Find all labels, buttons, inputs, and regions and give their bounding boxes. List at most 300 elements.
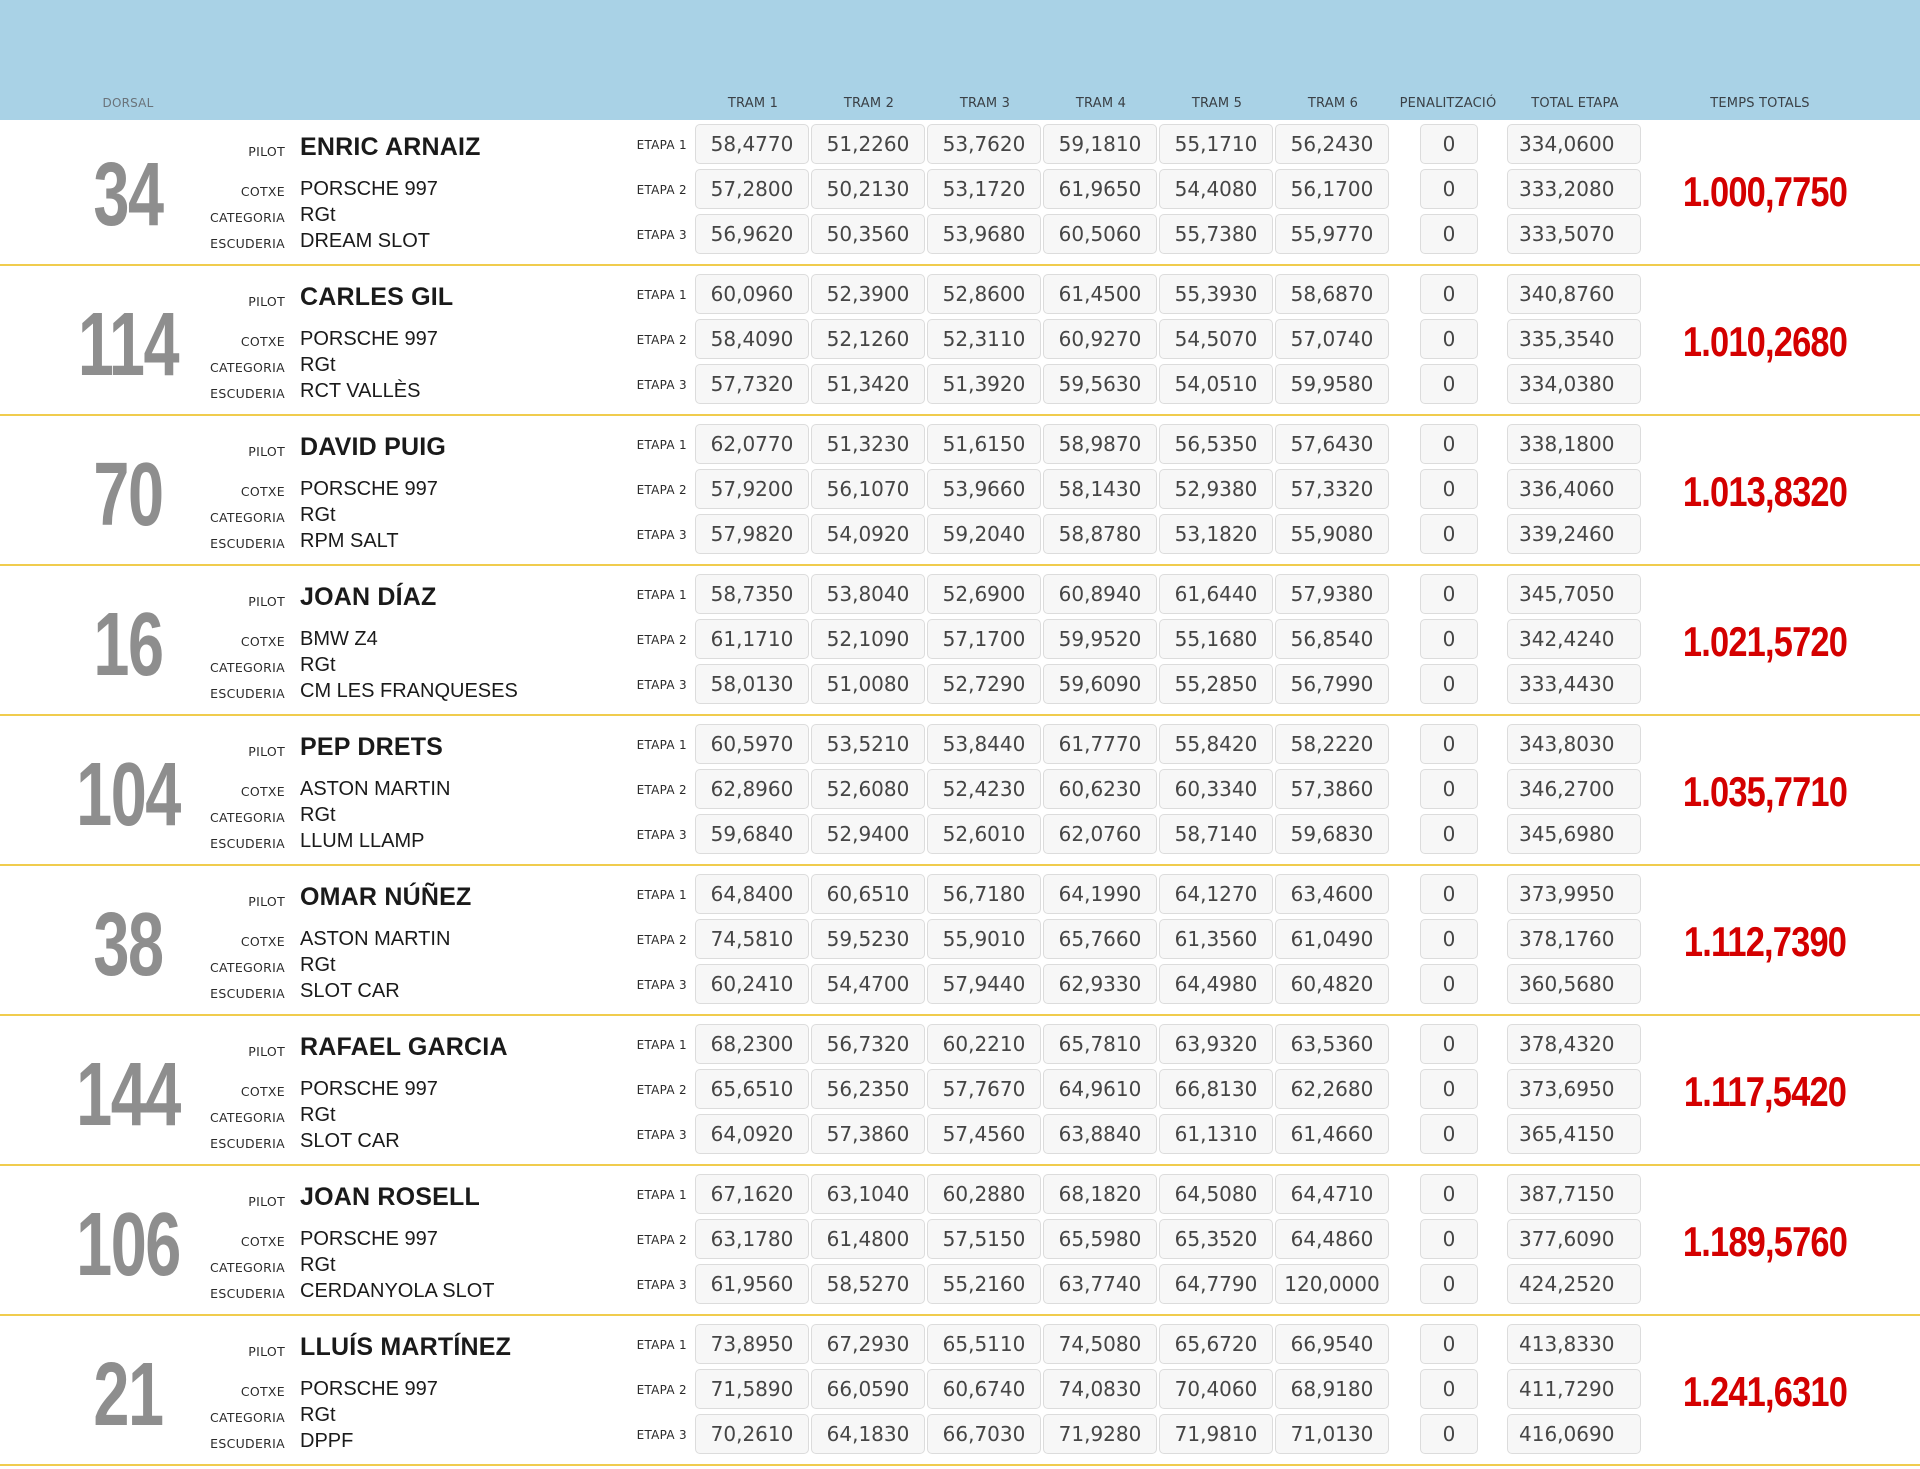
tram-time-cell: 58,4090 — [695, 319, 809, 359]
cotxe-value: ASTON MARTIN — [300, 928, 451, 950]
etapa-label: ETAPA 1 — [636, 888, 687, 902]
etapa-label: ETAPA 3 — [636, 528, 687, 542]
etapa-label: ETAPA 1 — [636, 288, 687, 302]
tram-time-cell: 54,0920 — [811, 514, 925, 554]
escuderia-value: DREAM SLOT — [300, 230, 431, 252]
tram-time-cell: 60,2410 — [695, 964, 809, 1004]
pilot-name: ENRIC ARNAIZ — [300, 133, 481, 161]
tram-time-cell: 63,1780 — [695, 1219, 809, 1259]
tram-time-cell: 58,0130 — [695, 664, 809, 704]
etapa-label: ETAPA 3 — [636, 828, 687, 842]
penalty-cell: 0 — [1420, 214, 1478, 254]
tram-time-cell: 64,4860 — [1275, 1219, 1389, 1259]
header-total-etapa: TOTAL ETAPA — [1531, 96, 1619, 111]
pilot-name: JOAN ROSELL — [300, 1183, 480, 1211]
tram-time-cell: 54,5070 — [1159, 319, 1273, 359]
tram-time-cell: 52,8600 — [927, 274, 1041, 314]
tram-time-cell: 65,6720 — [1159, 1324, 1273, 1364]
dorsal-number: 106 — [76, 1195, 180, 1295]
tram-time-cell: 50,2130 — [811, 169, 925, 209]
etapa-label: ETAPA 2 — [636, 1083, 687, 1097]
tram-time-cell: 56,2430 — [1275, 124, 1389, 164]
pilot-label: PILOT — [248, 1044, 285, 1059]
etapa-label: ETAPA 2 — [636, 483, 687, 497]
tram-time-cell: 64,7790 — [1159, 1264, 1273, 1304]
tram-time-cell: 56,1070 — [811, 469, 925, 509]
entry-separator — [0, 1164, 1920, 1166]
cotxe-value: PORSCHE 997 — [300, 478, 438, 500]
result-entry — [0, 1320, 1920, 1469]
tram-time-cell: 71,9280 — [1043, 1414, 1157, 1454]
categoria-label: CATEGORIA — [210, 660, 285, 675]
dorsal-number: 16 — [93, 595, 163, 695]
tram-time-cell: 60,9270 — [1043, 319, 1157, 359]
total-time: 1.000,7750 — [1682, 168, 1848, 215]
tram-time-cell: 70,2610 — [695, 1414, 809, 1454]
tram-time-cell: 74,5810 — [695, 919, 809, 959]
pilot-name: JOAN DÍAZ — [300, 583, 437, 611]
result-entry — [0, 1170, 1920, 1319]
stage-total-cell: 346,2700 — [1507, 769, 1641, 809]
tram-time-cell: 60,6740 — [927, 1369, 1041, 1409]
tram-time-cell: 55,9080 — [1275, 514, 1389, 554]
tram-time-cell: 71,0130 — [1275, 1414, 1389, 1454]
stage-total-cell: 338,1800 — [1507, 424, 1641, 464]
header-tram-1: TRAM 1 — [727, 96, 779, 111]
total-time: 1.035,7710 — [1682, 768, 1848, 815]
etapa-label: ETAPA 3 — [636, 378, 687, 392]
tram-time-cell: 61,4500 — [1043, 274, 1157, 314]
total-time: 1.189,5760 — [1682, 1218, 1848, 1265]
tram-time-cell: 59,5630 — [1043, 364, 1157, 404]
tram-time-cell: 58,7140 — [1159, 814, 1273, 854]
cotxe-label: COTXE — [240, 1384, 285, 1399]
tram-time-cell: 63,9320 — [1159, 1024, 1273, 1064]
tram-time-cell: 52,1090 — [811, 619, 925, 659]
categoria-label: CATEGORIA — [210, 1260, 285, 1275]
escuderia-value: RCT VALLÈS — [300, 380, 421, 402]
categoria-label: CATEGORIA — [210, 1410, 285, 1425]
tram-time-cell: 65,5980 — [1043, 1219, 1157, 1259]
tram-time-cell: 52,1260 — [811, 319, 925, 359]
result-entry — [0, 420, 1920, 569]
cotxe-label: COTXE — [240, 1084, 285, 1099]
header-temps-totals: TEMPS TOTALS — [1710, 96, 1810, 111]
tram-time-cell: 55,7380 — [1159, 214, 1273, 254]
tram-time-cell: 64,0920 — [695, 1114, 809, 1154]
tram-time-cell: 57,5150 — [927, 1219, 1041, 1259]
cotxe-value: ASTON MARTIN — [300, 778, 451, 800]
tram-time-cell: 56,7320 — [811, 1024, 925, 1064]
categoria-value: RGt — [300, 354, 336, 376]
tram-time-cell: 60,0960 — [695, 274, 809, 314]
etapa-label: ETAPA 2 — [636, 183, 687, 197]
cotxe-value: PORSCHE 997 — [300, 328, 438, 350]
tram-time-cell: 62,2680 — [1275, 1069, 1389, 1109]
tram-time-cell: 66,7030 — [927, 1414, 1041, 1454]
tram-time-cell: 54,4080 — [1159, 169, 1273, 209]
dorsal-number: 70 — [93, 445, 163, 545]
tram-time-cell: 57,1700 — [927, 619, 1041, 659]
penalty-cell: 0 — [1420, 874, 1478, 914]
cotxe-value: PORSCHE 997 — [300, 1078, 438, 1100]
tram-time-cell: 74,0830 — [1043, 1369, 1157, 1409]
escuderia-value: DPPF — [300, 1430, 354, 1452]
categoria-value: RGt — [300, 654, 336, 676]
tram-time-cell: 59,2040 — [927, 514, 1041, 554]
tram-time-cell: 56,7990 — [1275, 664, 1389, 704]
total-time: 1.117,5420 — [1683, 1068, 1847, 1115]
tram-time-cell: 53,7620 — [927, 124, 1041, 164]
tram-time-cell: 60,4820 — [1275, 964, 1389, 1004]
tram-time-cell: 55,9010 — [927, 919, 1041, 959]
tram-time-cell: 61,9650 — [1043, 169, 1157, 209]
tram-time-cell: 56,5350 — [1159, 424, 1273, 464]
tram-time-cell: 58,4770 — [695, 124, 809, 164]
penalty-cell: 0 — [1420, 469, 1478, 509]
result-entry — [0, 120, 1920, 269]
header-tram-3: TRAM 3 — [959, 96, 1011, 111]
stage-total-cell: 411,7290 — [1507, 1369, 1641, 1409]
tram-time-cell: 57,9380 — [1275, 574, 1389, 614]
cotxe-value: BMW Z4 — [300, 628, 378, 650]
tram-time-cell: 64,1830 — [811, 1414, 925, 1454]
etapa-label: ETAPA 1 — [636, 1188, 687, 1202]
tram-time-cell: 52,9400 — [811, 814, 925, 854]
etapa-label: ETAPA 3 — [636, 678, 687, 692]
tram-time-cell: 68,2300 — [695, 1024, 809, 1064]
tram-time-cell: 57,0740 — [1275, 319, 1389, 359]
escuderia-label: ESCUDERIA — [210, 236, 285, 251]
stage-total-cell: 378,4320 — [1507, 1024, 1641, 1064]
etapa-label: ETAPA 3 — [636, 1278, 687, 1292]
tram-time-cell: 56,1700 — [1275, 169, 1389, 209]
etapa-label: ETAPA 1 — [636, 1038, 687, 1052]
tram-time-cell: 52,3900 — [811, 274, 925, 314]
entry-separator — [0, 864, 1920, 866]
entry-separator — [0, 714, 1920, 716]
categoria-label: CATEGORIA — [210, 960, 285, 975]
tram-time-cell: 65,6510 — [695, 1069, 809, 1109]
tram-time-cell: 59,6830 — [1275, 814, 1389, 854]
cotxe-label: COTXE — [240, 934, 285, 949]
penalty-cell: 0 — [1420, 1069, 1478, 1109]
tram-time-cell: 53,9660 — [927, 469, 1041, 509]
tram-time-cell: 57,3320 — [1275, 469, 1389, 509]
tram-time-cell: 51,0080 — [811, 664, 925, 704]
tram-time-cell: 52,7290 — [927, 664, 1041, 704]
tram-time-cell: 58,7350 — [695, 574, 809, 614]
penalty-cell: 0 — [1420, 319, 1478, 359]
tram-time-cell: 52,3110 — [927, 319, 1041, 359]
tram-time-cell: 68,9180 — [1275, 1369, 1389, 1409]
tram-time-cell: 58,5270 — [811, 1264, 925, 1304]
stage-total-cell: 373,6950 — [1507, 1069, 1641, 1109]
tram-time-cell: 65,3520 — [1159, 1219, 1273, 1259]
header-penalitzacio: PENALITZACIÓ — [1399, 96, 1497, 111]
tram-time-cell: 51,2260 — [811, 124, 925, 164]
entry-separator — [0, 1014, 1920, 1016]
stage-total-cell: 365,4150 — [1507, 1114, 1641, 1154]
penalty-cell: 0 — [1420, 364, 1478, 404]
result-entry — [0, 870, 1920, 1019]
total-time: 1.013,8320 — [1682, 468, 1848, 515]
tram-time-cell: 57,9200 — [695, 469, 809, 509]
stage-total-cell: 378,1760 — [1507, 919, 1641, 959]
etapa-label: ETAPA 3 — [636, 1128, 687, 1142]
escuderia-value: CM LES FRANQUESES — [300, 680, 518, 702]
penalty-cell: 0 — [1420, 1369, 1478, 1409]
pilot-name: CARLES GIL — [300, 283, 454, 311]
escuderia-label: ESCUDERIA — [210, 386, 285, 401]
cotxe-value: PORSCHE 997 — [300, 1228, 438, 1250]
tram-time-cell: 50,3560 — [811, 214, 925, 254]
dorsal-number: 144 — [76, 1045, 180, 1145]
tram-time-cell: 57,2800 — [695, 169, 809, 209]
tram-time-cell: 68,1820 — [1043, 1174, 1157, 1214]
tram-time-cell: 67,2930 — [811, 1324, 925, 1364]
tram-time-cell: 57,6430 — [1275, 424, 1389, 464]
tram-time-cell: 58,6870 — [1275, 274, 1389, 314]
tram-time-cell: 66,9540 — [1275, 1324, 1389, 1364]
tram-time-cell: 56,7180 — [927, 874, 1041, 914]
categoria-label: CATEGORIA — [210, 1110, 285, 1125]
categoria-label: CATEGORIA — [210, 210, 285, 225]
tram-time-cell: 51,3230 — [811, 424, 925, 464]
tram-time-cell: 60,8940 — [1043, 574, 1157, 614]
tram-time-cell: 61,4800 — [811, 1219, 925, 1259]
dorsal-number: 104 — [76, 745, 180, 845]
categoria-value: RGt — [300, 954, 336, 976]
tram-time-cell: 63,5360 — [1275, 1024, 1389, 1064]
tram-time-cell: 64,9610 — [1043, 1069, 1157, 1109]
escuderia-label: ESCUDERIA — [210, 536, 285, 551]
result-entry — [0, 1020, 1920, 1169]
pilot-label: PILOT — [248, 894, 285, 909]
penalty-cell: 0 — [1420, 1324, 1478, 1364]
tram-time-cell: 60,5060 — [1043, 214, 1157, 254]
tram-time-cell: 57,4560 — [927, 1114, 1041, 1154]
stage-total-cell: 416,0690 — [1507, 1414, 1641, 1454]
entry-separator — [0, 414, 1920, 416]
tram-time-cell: 55,3930 — [1159, 274, 1273, 314]
stage-total-cell: 345,7050 — [1507, 574, 1641, 614]
total-time: 1.021,5720 — [1682, 618, 1848, 665]
stage-total-cell: 333,5070 — [1507, 214, 1641, 254]
tram-time-cell: 60,6510 — [811, 874, 925, 914]
stage-total-cell: 424,2520 — [1507, 1264, 1641, 1304]
tram-time-cell: 52,9380 — [1159, 469, 1273, 509]
cotxe-label: COTXE — [240, 634, 285, 649]
tram-time-cell: 61,6440 — [1159, 574, 1273, 614]
pilot-label: PILOT — [248, 144, 285, 159]
entry-separator — [0, 1314, 1920, 1316]
etapa-label: ETAPA 1 — [636, 138, 687, 152]
tram-time-cell: 60,3340 — [1159, 769, 1273, 809]
header-dorsal: DORSAL — [102, 96, 154, 110]
tram-time-cell: 71,5890 — [695, 1369, 809, 1409]
tram-time-cell: 59,5230 — [811, 919, 925, 959]
tram-time-cell: 52,6900 — [927, 574, 1041, 614]
table-header — [0, 0, 1920, 120]
tram-time-cell: 58,1430 — [1043, 469, 1157, 509]
tram-time-cell: 66,8130 — [1159, 1069, 1273, 1109]
escuderia-value: SLOT CAR — [300, 1130, 400, 1152]
escuderia-value: CERDANYOLA SLOT — [300, 1280, 495, 1302]
categoria-value: RGt — [300, 1254, 336, 1276]
tram-time-cell: 53,5210 — [811, 724, 925, 764]
tram-time-cell: 67,1620 — [695, 1174, 809, 1214]
escuderia-label: ESCUDERIA — [210, 686, 285, 701]
tram-time-cell: 57,9440 — [927, 964, 1041, 1004]
tram-time-cell: 58,9870 — [1043, 424, 1157, 464]
tram-time-cell: 53,8440 — [927, 724, 1041, 764]
cotxe-label: COTXE — [240, 334, 285, 349]
penalty-cell: 0 — [1420, 619, 1478, 659]
etapa-label: ETAPA 2 — [636, 1233, 687, 1247]
cotxe-value: PORSCHE 997 — [300, 178, 438, 200]
categoria-label: CATEGORIA — [210, 510, 285, 525]
total-time: 1.112,7390 — [1683, 918, 1847, 965]
pilot-name: LLUÍS MARTÍNEZ — [300, 1333, 512, 1361]
stage-total-cell: 333,4430 — [1507, 664, 1641, 704]
tram-time-cell: 61,0490 — [1275, 919, 1389, 959]
tram-time-cell: 58,8780 — [1043, 514, 1157, 554]
tram-time-cell: 61,1310 — [1159, 1114, 1273, 1154]
etapa-label: ETAPA 3 — [636, 1428, 687, 1442]
stage-total-cell: 334,0600 — [1507, 124, 1641, 164]
tram-time-cell: 65,7810 — [1043, 1024, 1157, 1064]
escuderia-label: ESCUDERIA — [210, 1436, 285, 1451]
tram-time-cell: 55,8420 — [1159, 724, 1273, 764]
total-time: 1.241,6310 — [1682, 1368, 1848, 1415]
penalty-cell: 0 — [1420, 724, 1478, 764]
escuderia-value: SLOT CAR — [300, 980, 400, 1002]
tram-time-cell: 64,1990 — [1043, 874, 1157, 914]
cotxe-label: COTXE — [240, 484, 285, 499]
penalty-cell: 0 — [1420, 424, 1478, 464]
escuderia-label: ESCUDERIA — [210, 836, 285, 851]
etapa-label: ETAPA 1 — [636, 438, 687, 452]
tram-time-cell: 71,9810 — [1159, 1414, 1273, 1454]
categoria-value: RGt — [300, 204, 336, 226]
entry-separator — [0, 564, 1920, 566]
header-tram-6: TRAM 6 — [1307, 96, 1359, 111]
tram-time-cell: 53,9680 — [927, 214, 1041, 254]
tram-time-cell: 65,5110 — [927, 1324, 1041, 1364]
tram-time-cell: 59,6840 — [695, 814, 809, 854]
etapa-label: ETAPA 2 — [636, 783, 687, 797]
tram-time-cell: 63,1040 — [811, 1174, 925, 1214]
stage-total-cell: 335,3540 — [1507, 319, 1641, 359]
pilot-label: PILOT — [248, 444, 285, 459]
tram-time-cell: 59,6090 — [1043, 664, 1157, 704]
tram-time-cell: 52,6080 — [811, 769, 925, 809]
penalty-cell: 0 — [1420, 964, 1478, 1004]
escuderia-label: ESCUDERIA — [210, 1286, 285, 1301]
stage-total-cell: 342,4240 — [1507, 619, 1641, 659]
etapa-label: ETAPA 1 — [636, 588, 687, 602]
tram-time-cell: 61,4660 — [1275, 1114, 1389, 1154]
result-entry — [0, 570, 1920, 719]
tram-time-cell: 62,8960 — [695, 769, 809, 809]
stage-total-cell: 413,8330 — [1507, 1324, 1641, 1364]
pilot-label: PILOT — [248, 594, 285, 609]
stage-total-cell: 334,0380 — [1507, 364, 1641, 404]
escuderia-value: RPM SALT — [300, 530, 399, 552]
tram-time-cell: 63,7740 — [1043, 1264, 1157, 1304]
tram-time-cell: 51,6150 — [927, 424, 1041, 464]
tram-time-cell: 64,8400 — [695, 874, 809, 914]
pilot-label: PILOT — [248, 1194, 285, 1209]
cotxe-label: COTXE — [240, 184, 285, 199]
tram-time-cell: 73,8950 — [695, 1324, 809, 1364]
header-tram-4: TRAM 4 — [1075, 96, 1127, 111]
tram-time-cell: 60,2880 — [927, 1174, 1041, 1214]
header-tram-2: TRAM 2 — [843, 96, 895, 111]
categoria-label: CATEGORIA — [210, 360, 285, 375]
cotxe-value: PORSCHE 997 — [300, 1378, 438, 1400]
penalty-cell: 0 — [1420, 1174, 1478, 1214]
tram-time-cell: 60,5970 — [695, 724, 809, 764]
tram-time-cell: 64,5080 — [1159, 1174, 1273, 1214]
penalty-cell: 0 — [1420, 514, 1478, 554]
entry-separator — [0, 1464, 1920, 1466]
etapa-label: ETAPA 2 — [636, 333, 687, 347]
pilot-name: DAVID PUIG — [300, 433, 446, 461]
tram-time-cell: 56,8540 — [1275, 619, 1389, 659]
tram-time-cell: 59,9580 — [1275, 364, 1389, 404]
total-time: 1.010,2680 — [1682, 318, 1848, 365]
penalty-cell: 0 — [1420, 1219, 1478, 1259]
categoria-value: RGt — [300, 804, 336, 826]
tram-time-cell: 51,3920 — [927, 364, 1041, 404]
dorsal-number: 21 — [93, 1345, 163, 1445]
result-entry — [0, 270, 1920, 419]
pilot-name: RAFAEL GARCIA — [300, 1033, 508, 1061]
tram-time-cell: 55,9770 — [1275, 214, 1389, 254]
stage-total-cell: 333,2080 — [1507, 169, 1641, 209]
stage-total-cell: 343,8030 — [1507, 724, 1641, 764]
tram-time-cell: 61,9560 — [695, 1264, 809, 1304]
etapa-label: ETAPA 1 — [636, 738, 687, 752]
stage-total-cell: 377,6090 — [1507, 1219, 1641, 1259]
penalty-cell: 0 — [1420, 1114, 1478, 1154]
entry-separator — [0, 264, 1920, 266]
tram-time-cell: 62,0770 — [695, 424, 809, 464]
tram-time-cell: 53,1720 — [927, 169, 1041, 209]
etapa-label: ETAPA 3 — [636, 978, 687, 992]
pilot-name: PEP DRETS — [300, 733, 444, 761]
tram-time-cell: 57,3860 — [1275, 769, 1389, 809]
tram-time-cell: 53,8040 — [811, 574, 925, 614]
tram-time-cell: 65,7660 — [1043, 919, 1157, 959]
categoria-label: CATEGORIA — [210, 810, 285, 825]
tram-time-cell: 57,9820 — [695, 514, 809, 554]
tram-time-cell: 59,9520 — [1043, 619, 1157, 659]
etapa-label: ETAPA 3 — [636, 228, 687, 242]
escuderia-label: ESCUDERIA — [210, 986, 285, 1001]
tram-time-cell: 52,6010 — [927, 814, 1041, 854]
stage-total-cell: 339,2460 — [1507, 514, 1641, 554]
tram-time-cell: 74,5080 — [1043, 1324, 1157, 1364]
tram-time-cell: 54,4700 — [811, 964, 925, 1004]
categoria-value: RGt — [300, 1404, 336, 1426]
tram-time-cell: 63,4600 — [1275, 874, 1389, 914]
cotxe-label: COTXE — [240, 784, 285, 799]
tram-time-cell: 70,4060 — [1159, 1369, 1273, 1409]
penalty-cell: 0 — [1420, 919, 1478, 959]
